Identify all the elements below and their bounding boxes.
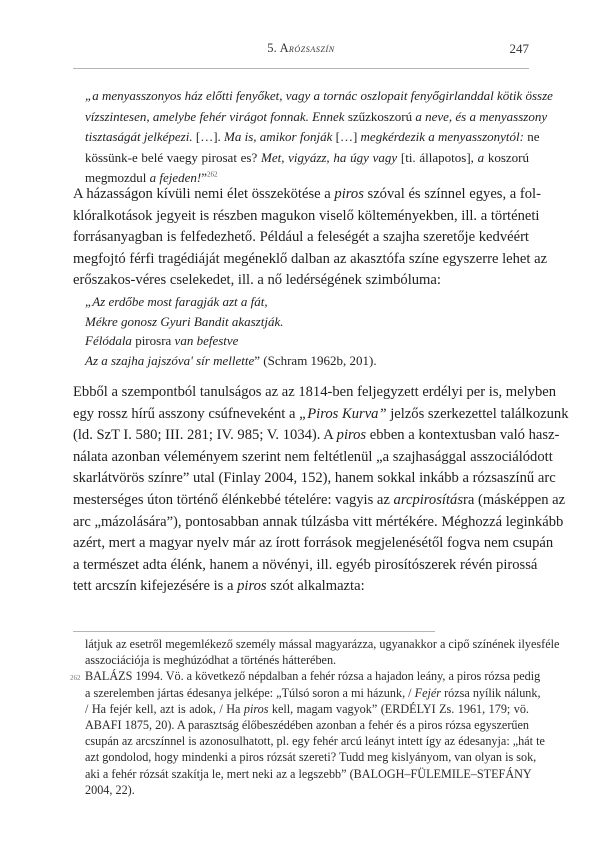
text-run: [ti. állapotos], <box>397 149 478 165</box>
text-run: […] <box>332 129 361 144</box>
text-run: aki a fehér rózsát szakítja le, mert neki az a legszebb” (BALOGH–FÜLEMILE–STEFÁNY <box>85 766 532 781</box>
text-line <box>85 127 540 148</box>
text-run: klóralkotások jegyeit is részben magukon viselő költeményekben, ill. a történeti <box>73 207 540 224</box>
italic-text: vízszintesen, amelybe fehér virágot fonnak. Ennek <box>85 108 348 124</box>
text-line <box>73 512 564 534</box>
chapter-title-smallcaps: rózsaszín <box>288 41 335 55</box>
text-run: skarlátvörös színre” utal (Finlay 2004, 152), hanem sokkal inkább a rózsaszínű arc <box>73 470 556 487</box>
text-run: szóval és színnel egyes, a fol- <box>363 186 541 202</box>
italic-text: a <box>477 149 485 165</box>
footnote <box>70 668 545 798</box>
italic-text: Met, vigyázz, ha úgy vagy <box>260 149 398 165</box>
text-run: ” <box>201 170 208 185</box>
chapter-number: 5. <box>267 41 278 55</box>
text-run: pirosra <box>131 333 175 349</box>
text-line <box>85 766 532 782</box>
header-rule <box>73 68 529 69</box>
footnote-number: 262 <box>70 674 81 683</box>
italic-text: Félódala <box>85 333 132 349</box>
text-line <box>85 331 505 351</box>
text-run: (ld. SzT I. 580; III. 281; IV. 985; V. 1034). A <box>73 427 337 444</box>
italic-text: piros <box>336 427 367 444</box>
running-head-chapter-title <box>73 41 529 56</box>
text-line <box>85 701 529 717</box>
italic-text: piros <box>237 578 267 595</box>
paragraph-2 <box>73 382 569 598</box>
text-run: azért, mert a magyar nyelv már az írott források megjelenésétől fogva nem csupán <box>73 535 554 552</box>
italic-text: tisztaságát jelképezi. <box>85 129 193 144</box>
text-run: szűzkoszorú <box>347 108 413 124</box>
text-line <box>73 576 529 598</box>
italic-text: „Az erdőbe most faragják azt a fát, <box>85 294 268 309</box>
text-run: ebben a kontextusban való hasz- <box>366 427 560 444</box>
text-line <box>85 636 560 652</box>
text-line <box>73 184 541 206</box>
italic-text: Az a szajha jajszóva' sír mellette <box>85 352 255 368</box>
italic-text: van befestve <box>174 333 239 349</box>
text-run: ” (Schram 1962b, 201). <box>254 352 377 368</box>
page-number: 247 <box>509 41 529 56</box>
text-run: forrásanyagban is felfedezhető. Például a feleségét a szajha szeretője kedvéért <box>73 229 529 246</box>
text-run: megfojtó férfi tragédiáját megéneklő dalban az akasztófa színe egyszerre lehet az <box>73 250 548 267</box>
italic-text: „Piros Kurva” <box>299 405 387 422</box>
italic-text: piros <box>243 701 269 716</box>
italic-text: arcpirosítás <box>393 491 463 508</box>
text-line <box>85 107 548 128</box>
italic-text: Fejér <box>414 685 442 700</box>
text-run: kössünk-e belé vaegy pirosat es? <box>85 149 261 165</box>
text-line <box>73 404 569 426</box>
text-line <box>85 668 541 684</box>
italic-text: piros <box>334 186 364 202</box>
italic-text: Mékre gonosz Gyuri Bandit akasztják. <box>85 313 284 329</box>
italic-text: megkérdezik a menyasszonytól: <box>360 129 524 144</box>
text-line <box>85 86 553 107</box>
text-run: erőszakos-véres cselekedet, ill. a nő ledérségének szimbóluma: <box>73 272 441 289</box>
text-line <box>85 782 529 798</box>
text-line <box>73 468 556 490</box>
text-run: csupán az arcszínnel is azonosulhatott, pl. egy fehér arcú leányt intett így az édesanyja: „hát te <box>85 734 545 749</box>
text-line <box>85 749 537 765</box>
text-line <box>73 425 560 447</box>
text-line <box>85 148 529 169</box>
text-line <box>85 312 505 332</box>
text-run: rózsa nyílik nálunk, <box>441 685 541 700</box>
text-run: arc „mázolására”), pontosabban annak túlzásba vitt mértékére. Méghozzá leginkább <box>73 513 564 530</box>
text-line <box>73 447 553 469</box>
text-run: a szerelemben jártas édesanya jelképe: „Túlsó soron a mi házunk, / <box>85 685 415 700</box>
text-run: tett arcszín kifejezésére is a <box>73 578 238 595</box>
text-run: 2004, 22). <box>85 782 135 797</box>
text-line <box>73 555 538 577</box>
text-run: Ebből a szempontból tanulságos az az 1814-ben feljegyzett erdélyi per is, melyben <box>73 384 557 400</box>
italic-text: a fejeden! <box>149 170 202 185</box>
text-run: ra (másképpen az <box>463 491 566 508</box>
text-line <box>85 652 529 668</box>
text-line <box>73 206 540 228</box>
text-run: ne <box>523 129 540 144</box>
running-head <box>73 41 529 61</box>
text-run: / Ha fejér kell, azt is adok, / Ha <box>85 701 244 716</box>
text-run: azt gondolod, hogy mindenki a piros rózsát szereti? Tudd meg kislyányom, van olyan is sok, <box>85 750 537 765</box>
text-line <box>85 685 541 701</box>
text-run: […]. <box>192 129 225 144</box>
text-run: látjuk az esetről megemlékező személy mással magyarázza, ugyanakkor a cipő színének ilyesféle <box>85 637 560 651</box>
italic-text: a neve, és a menyasszony <box>412 108 548 124</box>
text-run: kell, magam vagyok” (ERDÉLYI Zs. 1961, 179; vö. <box>268 701 529 716</box>
text-line <box>73 490 566 512</box>
footnotes <box>70 636 560 798</box>
footnote-rule <box>73 631 435 632</box>
text-run: asszociációja is meghúzódhat a történés hátterében. <box>85 653 337 668</box>
footnote-reference[interactable]: 262 <box>207 170 218 179</box>
text-line <box>85 292 505 312</box>
italic-text: Ma is, amikor fonják <box>224 129 333 144</box>
footnote <box>73 636 560 668</box>
paragraph-1 <box>73 184 548 292</box>
text-run: BALÁZS 1994. Vö. a következő népdalban a fehér rózsa a hajadon leány, a piros rózsa pedig <box>85 669 541 684</box>
text-run: A házasságon kívüli nemi élet összekötése a <box>73 186 335 202</box>
text-run: koszorú <box>484 149 529 165</box>
text-run: megmozdul <box>85 170 150 185</box>
text-line <box>73 382 557 404</box>
text-line <box>73 227 529 249</box>
text-run: nálata azonban véleményem szerint nem feltétlenül „a szajhasággal asszociálódott <box>73 448 553 465</box>
text-run: szót alkalmazta: <box>266 578 365 595</box>
chapter-initial: A <box>279 41 289 55</box>
text-line <box>73 249 548 271</box>
text-run: egy rossz hírű asszony csúfneveként a <box>73 405 300 422</box>
text-run: a természet adta élénk, hanem a növényi, ill. egyéb pirosítószerek révén pirossá <box>73 556 538 573</box>
text-run: ABAFI 1875, 20). A parasztság élőbeszédében azonban a fehér és a piros rózsa egyszerűen <box>85 718 529 733</box>
text-line <box>73 270 529 292</box>
block-quote <box>85 86 553 189</box>
text-line <box>85 717 529 733</box>
text-run: mesterséges úton történő élénkebbé tételére: vagyis az <box>73 491 394 508</box>
text-line <box>85 351 505 371</box>
italic-text: „a menyasszonyos ház előtti fenyőket, vagy a tornác oszlopait fenyőgirlanddal kötik össze <box>85 88 553 103</box>
text-line <box>73 533 554 555</box>
text-line <box>85 733 545 749</box>
text-run: jelzős szerkezettel találkozunk <box>386 405 569 422</box>
verse-quote <box>85 292 505 370</box>
